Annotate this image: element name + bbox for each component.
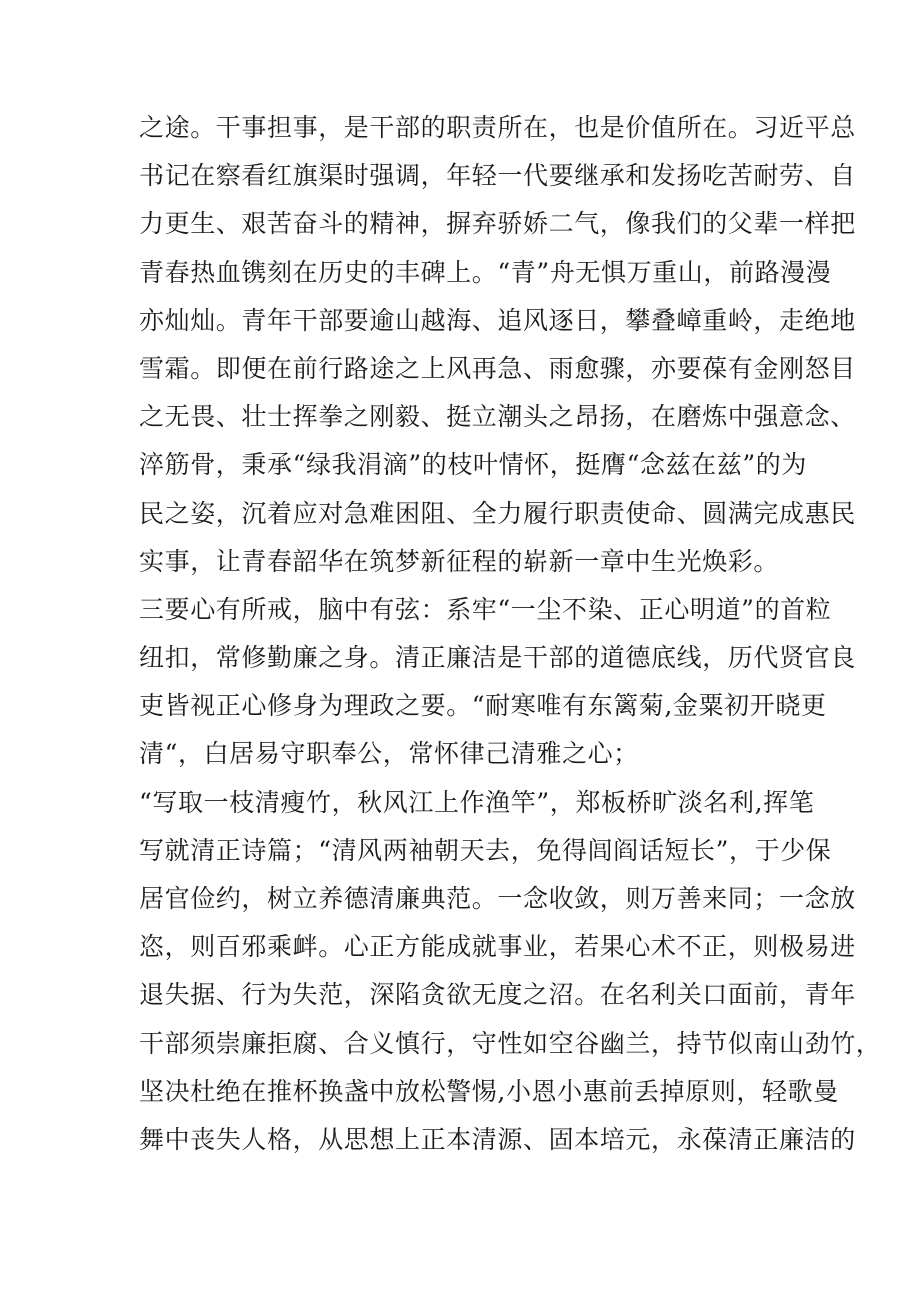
text-line: 亦灿灿。青年干部要逾山越海、追风逐日，攀叠嶂重岭，走绝地 — [139, 305, 856, 335]
text-line: 恣，则百邪乘衅。心正方能成就事业，若果心术不正，则极易进 — [139, 932, 856, 962]
text-line: 之无畏、壮士挥拳之刚毅、挺立潮头之昂扬，在磨炼中强意念、 — [139, 402, 856, 432]
text-line: 干部须崇廉拒腐、合义慎行，守性如空谷幽兰，持节似南山劲竹， — [139, 1028, 882, 1058]
text-line: 纽扣，常修勤廉之身。清正廉洁是干部的道德底线，历代贤官良 — [139, 643, 856, 673]
text-line: 写就清正诗篇；“清风两袖朝天去，免得闾阎话短长”，于少保 — [139, 835, 832, 865]
text-line: 力更生、艰苦奋斗的精神，摒弃骄娇二气，像我们的父辈一样把 — [139, 209, 856, 239]
text-line: 雪霜。即便在前行路途之上风再急、雨愈骤，亦要葆有金刚怒目 — [139, 353, 856, 383]
text-line: 淬筋骨，秉承“绿我涓滴”的枝叶情怀，挺膺“念兹在兹”的为 — [139, 450, 807, 480]
text-line: 坚决杜绝在推杯换盏中放松警惕,小恩小惠前丢掉原则，轻歌曼 — [139, 1076, 839, 1106]
text-line: “写取一枝清瘦竹，秋风江上作渔竿”，郑板桥旷淡名利,挥笔 — [139, 787, 815, 817]
text-line: 居官俭约，树立养德清廉典范。一念收敛，则万善来同；一念放 — [139, 884, 856, 913]
text-line: 青春热血镌刻在历史的丰碑上。“青”舟无惧万重山，前路漫漫 — [139, 257, 832, 287]
text-line: 民之姿，沉着应对急难困阻、全力履行职责使命、圆满完成惠民 — [139, 498, 856, 528]
text-line: 吏皆视正心修身为理政之要。“耐寒唯有东篱菊,金粟初开晓更 — [139, 691, 827, 721]
document-body — [139, 104, 882, 1164]
text-line: 舞中丧失人格，从思想上正本清源、固本培元，永葆清正廉洁的 — [139, 1124, 856, 1154]
text-line: 退失据、行为失范，深陷贪欲无度之沼。在名利关口面前，青年 — [139, 980, 856, 1010]
text-line: 清“，白居易守职奉公，常怀律己清雅之心； — [139, 739, 639, 769]
text-line: 实事，让青春韶华在筑梦新征程的崭新一章中生光焕彩。 — [139, 546, 780, 576]
text-line: 三要心有所戒，脑中有弦：系牢“一尘不染、正心明道”的首粒 — [139, 594, 832, 624]
text-line: 书记在察看红旗渠时强调，年轻一代要继承和发扬吃苦耐劳、自 — [139, 161, 856, 191]
text-line: 之途。干事担事，是干部的职责所在，也是价值所在。习近平总 — [139, 113, 856, 142]
